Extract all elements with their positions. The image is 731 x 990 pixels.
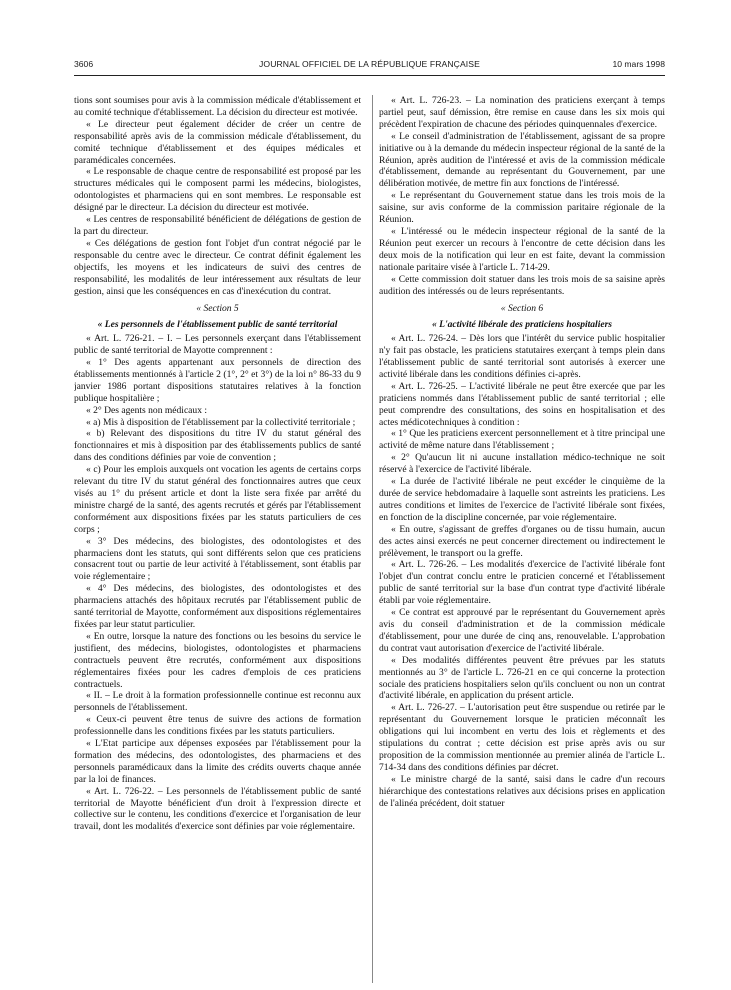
section-title: « L'activité libérale des praticiens hospitaliers xyxy=(431,319,613,331)
section-heading: « Section 6 xyxy=(500,303,544,315)
paragraph-continued: tions sont soumises pour avis à la commission médicale d'établissement et au comité technique d'établissement. La décision du directeur est motivée. xyxy=(74,95,361,118)
paragraph: « L'Etat participe aux dépenses exposées par l'établissement pour la formation des médecins, des odontologistes, des pharmaciens et des personnels paramédicaux dans la limite des crédits ouverts chaque année par la loi de finances. xyxy=(74,738,361,785)
paragraph: « Cette commission doit statuer dans les trois mois de sa saisine après audition des intéressés ou de leurs représentants. xyxy=(379,273,665,297)
paragraph: « a) Mis à disposition de l'établissement par la collectivité territoriale ; xyxy=(86,416,356,428)
paragraph: « c) Pour les emplois auxquels ont vocation les agents de certains corps relevant du titre IV du statut général des fonctionnaires autres que ceux visés au 1° du présent article et dont la liste sera fixée par arrêté du ministre chargé de la santé, des agents recrutés et gérés par l'établissement conformément aux dispositions fixées par les statuts particuliers de ces corps ; xyxy=(74,464,361,535)
paragraph: « 1° Des agents appartenant aux personnels de direction des établissements mentionnés à l'article 2 (1°, 2° et 3°) de la loi n° 86-33 du 9 janvier 1986 portant dispositions statutaires relatives à la fonction publique hospitalière ; xyxy=(74,357,361,404)
paragraph: « 3° Des médecins, des biologistes, des odontologistes et des pharmaciens dont les statuts, qui sont différents selon que ces praticiens consacrent tout ou partie de leur activité à l'établissement, sont établis par voie réglementaire ; xyxy=(74,535,361,583)
issue-date: 10 mars 1998 xyxy=(612,59,665,69)
paragraph: « L'intéressé ou le médecin inspecteur régional de la santé de la Réunion peut exercer un recours à l'encontre de cette décision dans les deux mois de la notification qui leur en est faite, devant la commission nationale paritaire visée à l'article L. 714-29. xyxy=(379,225,665,273)
section-heading: « Section 5 xyxy=(196,303,239,315)
paragraph: « Le ministre chargé de la santé, saisi dans le cadre d'un recours hiérarchique des contestations relatives aux décisions prises en application de l'alinéa précédent, doit statuer xyxy=(379,773,665,809)
journal-title: JOURNAL OFFICIEL DE LA RÉPUBLIQUE FRANÇAISE xyxy=(259,59,480,69)
paragraph: « Le représentant du Gouvernement statue dans les trois mois de la saisine, sur avis conforme de la commission paritaire régionale de la Réunion. xyxy=(379,190,665,226)
paragraph: « Les centres de responsabilité bénéficient de délégations de gestion de la part du directeur. xyxy=(74,214,361,237)
paragraph: « Art. L. 726-21. – I. – Les personnels exerçant dans l'établissement public de santé territorial de Mayotte comprennent : xyxy=(74,333,361,357)
paragraph: « 4° Des médecins, des biologistes, des odontologistes et des pharmaciens attachés des hôpitaux recrutés par l'établissement public de santé territorial de Mayotte, conformément aux dispositions réglementaires fixées par leur statut particulier. xyxy=(74,583,361,630)
paragraph: « Le directeur peut également décider de créer un centre de responsabilité après avis de la commission médicale d'établissement, du comité technique d'établissement et des équipes médicales et paramédicales concernées. xyxy=(74,118,361,166)
paragraph: « Art. L. 726-24. – Dès lors que l'intérêt du service public hospitalier n'y fait pas obstacle, les praticiens statutaires exerçant à temps plein dans l'établissement public de santé territorial sont autorisés à exercer une activité libérale dans les conditions définies ci-après. xyxy=(379,333,665,380)
paragraph: « Art. L. 726-26. – Les modalités d'exercice de l'activité libérale font l'objet d'un contrat conclu entre le praticien concerné et l'établissement public de santé territorial sur la base d'un contrat type d'activité libérale établi par voie réglementaire. xyxy=(379,559,665,607)
paragraph: « b) Relevant des dispositions du titre IV du statut général des fonctionnaires et mis à disposition par des établissements publics de santé dans des conditions définies par voie de convention ; xyxy=(74,428,361,464)
paragraph: « Des modalités différentes peuvent être prévues par les statuts mentionnés au 3° de l'article L. 726-21 en ce qui concerne la protection sociale des praticiens hospitaliers selon qu'ils concluent ou non un contrat d'activité libérale, en application du présent article. xyxy=(379,654,665,702)
paragraph: « Ceux-ci peuvent être tenus de suivre des actions de formation professionnelle dans les conditions fixées par les statuts particuliers. xyxy=(74,714,361,738)
paragraph: « 2° Des agents non médicaux : xyxy=(86,404,208,416)
paragraph: « Le responsable de chaque centre de responsabilité est proposé par les structures médicales qui le composent parmi les médecins, biologistes, odontologistes et pharmaciens qui en sont membres. Le responsable est désigné par le directeur. La décision du directeur est motivée. xyxy=(74,166,361,214)
column-divider xyxy=(372,95,373,983)
paragraph: « En outre, s'agissant de greffes d'organes ou de tissu humain, aucun des actes ainsi exercés ne peut concerner directement ou indirectement le prélèvement, le transport ou la greffe. xyxy=(379,523,665,559)
paragraph: « En outre, lorsque la nature des fonctions ou les besoins du service le justifient, des médecins, biologistes, odontologistes et pharmaciens contractuels peuvent être recrutés, conformément aux dispositions réglementaires fixées pour les cadres d'emplois de ces praticiens contractuels. xyxy=(74,630,361,690)
paragraph: « La durée de l'activité libérale ne peut excéder le cinquième de la durée de service hebdomadaire à laquelle sont astreints les praticiens. Les autres conditions et limites de l'exercice de l'activité libérale sont fixées, en fonction de la discipline concernée, par voie réglementaire. xyxy=(379,476,665,523)
left-column xyxy=(74,95,361,985)
paragraph: « 1° Que les praticiens exercent personnellement et à titre principal une activité de même nature dans l'établissement ; xyxy=(379,428,665,452)
paragraph: « Art. L. 726-23. – La nomination des praticiens exerçant à temps partiel peut, sauf démission, être remise en cause dans les six mois qui précèdent l'expiration de chacune des périodes quinquennales d'exercice. xyxy=(379,95,665,130)
paragraph: « Art. L. 726-27. – L'autorisation peut être suspendue ou retirée par le représentant du Gouvernement lorsque le praticien méconnaît les obligations qui lui incombent en vertu des lois et règlements et des stipulations du contrat ; cette décision est prise après avis ou sur proposition de la commission mentionnée au premier alinéa de l'article L. 714-34 dans des conditions définies par décret. xyxy=(379,702,665,773)
section-title: « Les personnels de l'établissement public de santé territorial xyxy=(97,319,338,331)
paragraph: « 2° Qu'aucun lit ni aucune installation médico-technique ne soit réservé à l'exercice de l'activité libérale. xyxy=(379,452,665,476)
paragraph: « II. – Le droit à la formation professionnelle continue est reconnu aux personnels de l'établissement. xyxy=(74,690,361,714)
paragraph: « Le conseil d'administration de l'établissement, agissant de sa propre initiative ou à la demande du médecin inspecteur régional de la santé de la Réunion, après audition de l'intéressé et avis de la commission médicale d'établissement, demande au représentant du Gouvernement, par une délibération motivée, de mettre fin aux fonctions de l'intéressé. xyxy=(379,130,665,190)
paragraph: « Art. L. 726-25. – L'activité libérale ne peut être exercée que par les praticiens nommés dans l'établissement public de santé territorial ; elle peut comprendre des consultations, des soins en hospitalisation et des actes médicotechniques à condition : xyxy=(379,380,665,428)
page-number: 3606 xyxy=(74,59,94,69)
header-rule xyxy=(74,75,665,76)
page-header xyxy=(74,59,665,73)
paragraph: « Ce contrat est approuvé par le représentant du Gouvernement après avis du conseil d'administration et de la commission médicale d'établissement, pour une durée de cinq ans, renouvelable. L'approbation du contrat vaut autorisation d'exercice de l'activité libérale. xyxy=(379,607,665,654)
paragraph: « Ces délégations de gestion font l'objet d'un contrat négocié par le responsable du centre avec le directeur. Ce contrat définit également les objectifs, les moyens et les indicateurs de suivi des centres de responsabilité, les modalités de leur intéressement aux résultats de leur gestion, ainsi que les conséquences en cas d'inexécution du contrat. xyxy=(74,237,361,297)
right-column xyxy=(379,95,665,985)
paragraph: « Art. L. 726-22. – Les personnels de l'établissement public de santé territorial de Mayotte bénéficient d'un droit à l'expression directe et collective sur le contenu, les conditions d'exercice et l'organisation de leur travail, dont les modalités d'exercice sont définies par voie réglementaire. xyxy=(74,785,361,833)
